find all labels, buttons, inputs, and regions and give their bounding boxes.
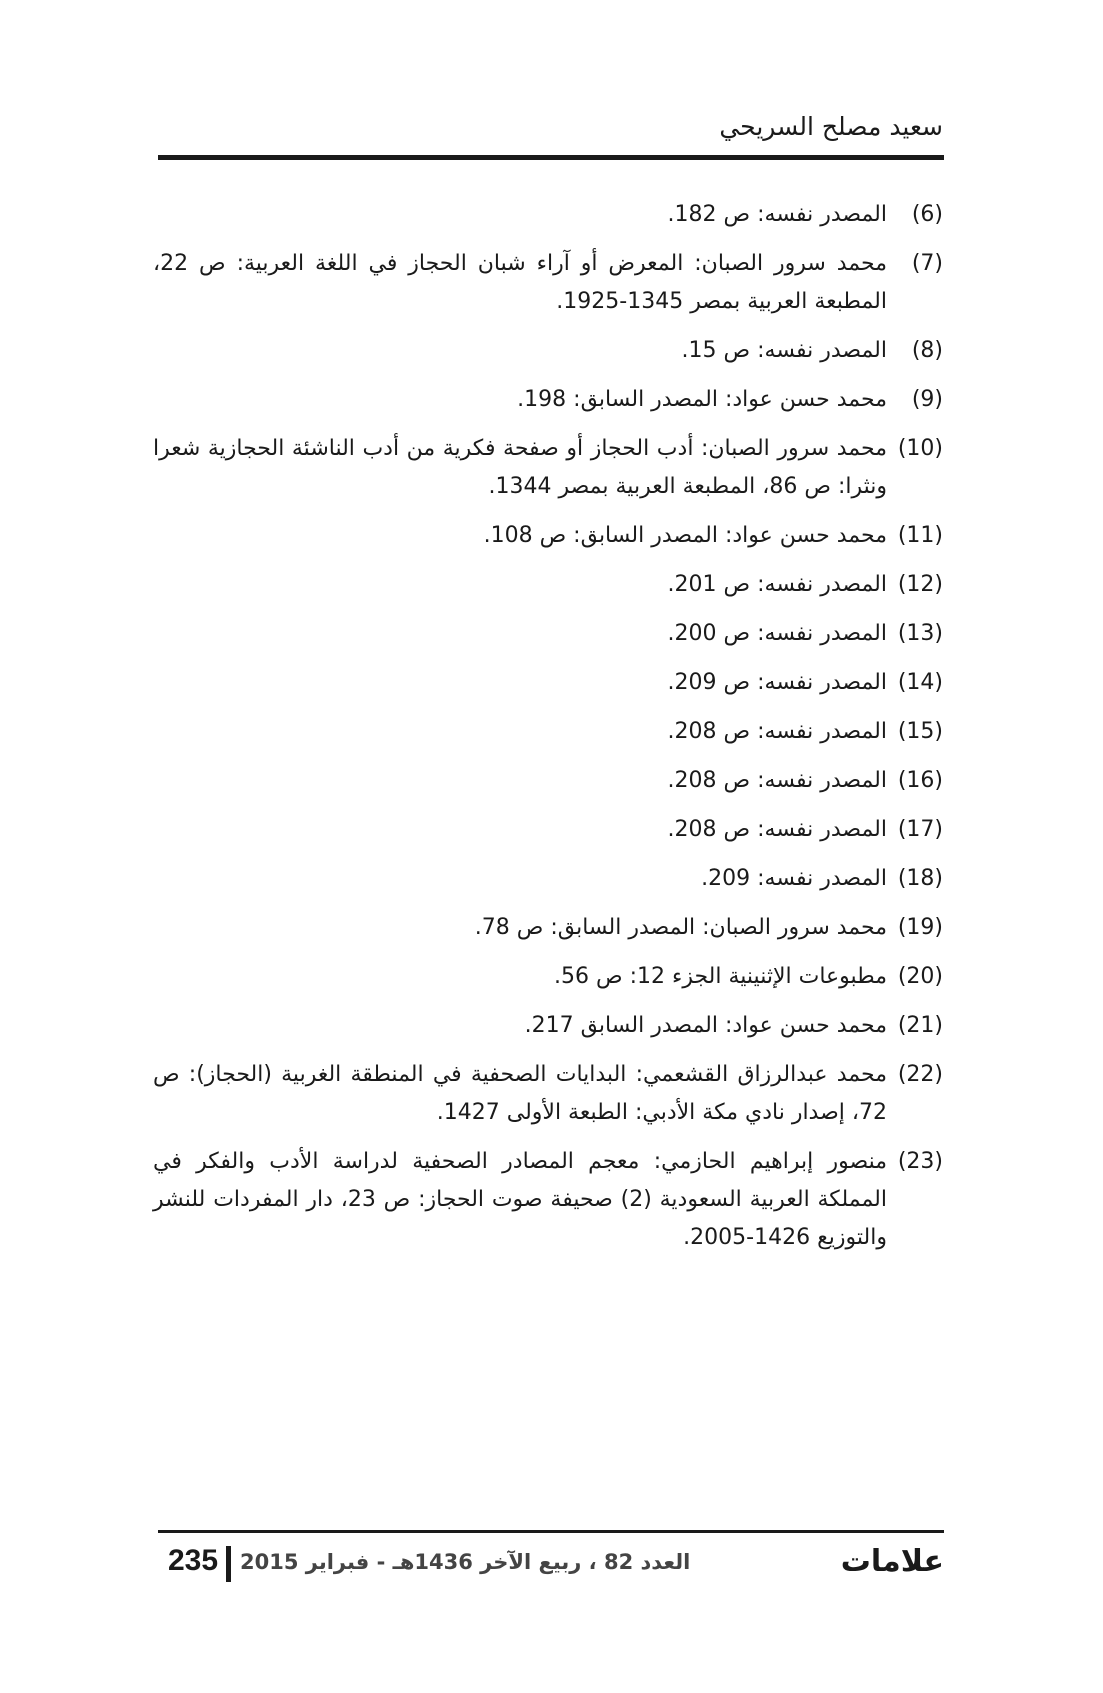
- footnote-text: محمد سرور الصبان: أدب الحجاز أو صفحة فكرية من أدب الناشئة الحجازية شعرا ونثرا: ص 86، المطبعة العربية بمصر 1344.: [153, 436, 887, 499]
- footnote-number: (7): [911, 251, 943, 276]
- footnote-number: (12): [897, 572, 943, 597]
- footnote-number: (18): [897, 866, 943, 891]
- footnote-item: [153, 1143, 943, 1257]
- footer-separator: [226, 1546, 231, 1582]
- footnote-number: (6): [911, 202, 943, 227]
- footnotes-list: [153, 196, 943, 1268]
- author-name: سعيد مصلح السريحي: [719, 112, 943, 141]
- footnote-item: [153, 332, 943, 370]
- footnote-number: (14): [897, 670, 943, 695]
- footnote-item: [153, 430, 943, 506]
- footnote-number: (20): [897, 964, 943, 989]
- footnote-item: [153, 381, 943, 419]
- footnote-text: المصدر نفسه: 209.: [701, 866, 887, 891]
- page-footer: [158, 1540, 944, 1588]
- footnote-text: محمد سرور الصبان: المعرض أو آراء شبان الحجاز في اللغة العربية: ص 22، المطبعة العربية بمصر 1345-1925.: [153, 251, 887, 314]
- footnote-text: محمد حسن عواد: المصدر السابق: 198.: [517, 387, 887, 412]
- issue-info: العدد 82 ، ربيع الآخر 1436هـ - فبراير 2015: [240, 1550, 691, 1574]
- footnote-number: (15): [897, 719, 943, 744]
- footnote-number: (10): [897, 436, 943, 461]
- footnote-item: [153, 245, 943, 321]
- footnote-text: محمد حسن عواد: المصدر السابق 217.: [524, 1013, 887, 1038]
- footnote-number: (17): [897, 817, 943, 842]
- footnote-item: [153, 1007, 943, 1045]
- footnote-text: المصدر نفسه: ص 209.: [667, 670, 887, 695]
- footnote-text: المصدر نفسه: ص 208.: [667, 817, 887, 842]
- footnote-number: (23): [897, 1149, 943, 1174]
- footnote-item: [153, 762, 943, 800]
- footnote-text: المصدر نفسه: ص 208.: [667, 768, 887, 793]
- footnote-item: [153, 1056, 943, 1132]
- footnote-number: (16): [897, 768, 943, 793]
- footnote-text: المصدر نفسه: ص 15.: [681, 338, 887, 363]
- footnote-number: (13): [897, 621, 943, 646]
- footnote-item: [153, 517, 943, 555]
- footnote-item: [153, 664, 943, 702]
- footnote-text: محمد عبدالرزاق القشعمي: البدايات الصحفية في المنطقة الغربية (الحجاز): ص 72، إصدار نادي مكة الأدبي: الطبعة الأولى 1427.: [153, 1062, 887, 1125]
- footnote-number: (11): [897, 523, 943, 548]
- footnote-text: مطبوعات الإثنينية الجزء 12: ص 56.: [554, 964, 887, 989]
- footnote-number: (22): [897, 1062, 943, 1087]
- page-number: 235: [168, 1544, 219, 1577]
- footnote-text: المصدر نفسه: ص 201.: [667, 572, 887, 597]
- footer-rule: [158, 1530, 944, 1533]
- footnote-item: [153, 811, 943, 849]
- footnote-number: (21): [897, 1013, 943, 1038]
- footnote-item: [153, 909, 943, 947]
- footnote-text: المصدر نفسه: ص 208.: [667, 719, 887, 744]
- footnote-item: [153, 860, 943, 898]
- footnote-item: [153, 566, 943, 604]
- footnote-text: محمد سرور الصبان: المصدر السابق: ص 78.: [474, 915, 887, 940]
- footnote-item: [153, 615, 943, 653]
- footnote-item: [153, 196, 943, 234]
- footnote-number: (8): [911, 338, 943, 363]
- footnote-item: [153, 958, 943, 996]
- journal-logo: علامات: [840, 1544, 944, 1579]
- footnote-text: المصدر نفسه: ص 182.: [667, 202, 887, 227]
- header-rule: [158, 155, 944, 160]
- footnote-number: (19): [897, 915, 943, 940]
- footnote-text: منصور إبراهيم الحازمي: معجم المصادر الصحفية لدراسة الأدب والفكر في المملكة العربية السعودية (2) صحيفة صوت الحجاز: ص 23، دار المفردات للنشر والتوزيع 1426-2005.: [153, 1149, 887, 1250]
- footnote-number: (9): [911, 387, 943, 412]
- footnote-item: [153, 713, 943, 751]
- footnote-text: المصدر نفسه: ص 200.: [667, 621, 887, 646]
- footnote-text: محمد حسن عواد: المصدر السابق: ص 108.: [483, 523, 887, 548]
